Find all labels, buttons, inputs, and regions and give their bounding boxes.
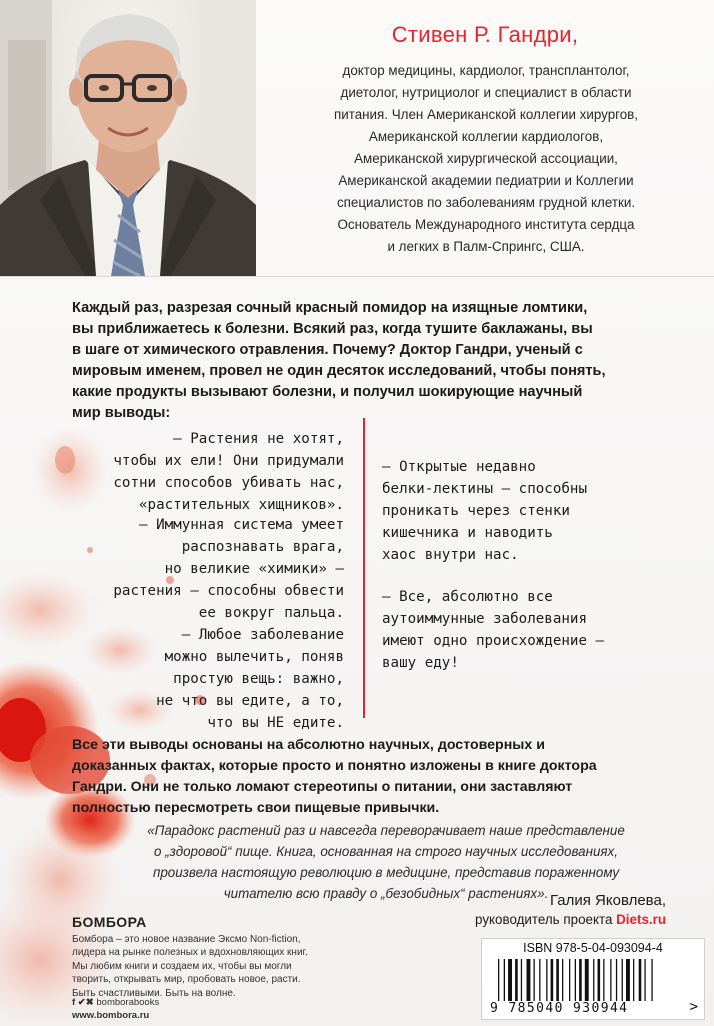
quote-line: сотни способов убивать нас, — [113, 475, 344, 491]
intro-line: Каждый раз, разрезая сочный красный помидор на изящные ломтики, — [72, 300, 588, 316]
quote-line: – Иммунная система умеет — [139, 517, 344, 533]
quote-line: – Все, абсолютно все — [382, 589, 553, 605]
publisher-line: лидера на рынке полезных и вдохновляющих книг. — [72, 947, 308, 959]
conclusion-line: полностью пересмотреть свои пищевые привычки. — [72, 800, 440, 816]
review-line: о „здоровой“ пище. Книга, основанная на строго научных исследованиях, — [154, 844, 618, 859]
quote-line: что вы НЕ едите. — [207, 715, 344, 731]
author-photo — [0, 0, 256, 276]
author-bio-line: диетолог, нутрициолог и специалист в области — [340, 85, 632, 100]
quote-plants — [113, 428, 344, 516]
social-handle[interactable]: bomborabooks — [96, 997, 160, 1008]
barcode-arrow: > — [689, 999, 698, 1015]
quote-line: можно вылечить, поняв — [164, 649, 344, 665]
author-bio-line: Американской академии педиатрии и Коллегии — [338, 173, 634, 188]
reviewer-site-link[interactable]: Diets.ru — [616, 912, 666, 927]
author-name: Стивен Р. Гандри, — [391, 22, 579, 47]
intro-line: какие продукты вызывают болезни, и получил шокирующие научный — [72, 384, 583, 400]
quote-line: аутоиммунные заболевания — [382, 611, 587, 627]
barcode-box — [481, 938, 705, 1020]
intro-line: мировым именем, провел не один десяток исследований, чтобы понять, — [72, 363, 606, 379]
quote-line: – Любое заболевание — [181, 627, 344, 643]
quote-line: растения – способны обвести — [113, 583, 344, 599]
intro-line: в шаге от химического отравления. Почему? Доктор Гандри, ученый с — [72, 342, 583, 358]
author-bio-line: специалистов по заболеваниям грудной клетки. — [336, 195, 636, 210]
author-bio-line: Американской хирургической ассоциации, — [354, 151, 618, 166]
quote-line: белки-лектины – способны — [382, 481, 587, 497]
quote-line: имеют одно происхождение – — [382, 633, 605, 649]
reviewer-role — [475, 912, 666, 927]
quote-line: чтобы их ели! Они придумали — [113, 453, 344, 469]
publisher-line: Мы любим книги и создаем их, чтобы вы могли — [72, 960, 292, 972]
quote-any-disease — [156, 624, 344, 734]
author-portrait-illustration — [0, 0, 256, 276]
barcode-icon — [498, 959, 688, 1001]
quote-line: кишечника и наводить — [382, 525, 553, 541]
quote-line: – Растения не хотят, — [173, 431, 344, 447]
quotes-divider — [363, 418, 365, 718]
barcode-digits: 9 785040 930944 — [490, 1001, 629, 1016]
quote-line: «растительных хищников». — [139, 497, 344, 513]
review-line: произвела настоящую революцию в медицине, представив пораженному — [152, 865, 620, 880]
quote-line: проникать через стенки — [382, 503, 570, 519]
publisher-description — [72, 933, 392, 1000]
social-links — [72, 997, 159, 1008]
conclusion-paragraph — [72, 735, 682, 819]
quote-line: не что вы едите, а то, — [156, 693, 344, 709]
quote-line: простую вещь: важно, — [173, 671, 344, 687]
author-bio-line: Американской коллегии кардиологов, — [368, 129, 604, 144]
publisher-line: Бомбора – это новое название Эксмо Non-fiction, — [72, 934, 301, 945]
top-divider — [0, 276, 714, 277]
quote-line: но великие «химики» – — [164, 561, 344, 577]
quote-autoimmune — [382, 586, 604, 674]
review-line: «Парадокс растений раз и навсегда переворачивает наше представление — [147, 823, 625, 838]
publisher-site-link[interactable]: www.bombora.ru — [72, 1010, 150, 1021]
author-bio-line: питания. Член Американской коллегии хирургов, — [333, 107, 639, 122]
quote-line: – Открытые недавно — [382, 459, 536, 475]
publisher-line: Быть счастливыми. Быть на волне. — [72, 987, 236, 999]
quote-lectins — [382, 456, 587, 566]
author-bio-line: доктор медицины, кардиолог, трансплантолог, — [342, 63, 630, 78]
author-bio — [290, 60, 682, 258]
reviewer-role-text: руководитель проекта — [475, 912, 617, 927]
isbn-label: ISBN 978-5-04-093094-4 — [523, 941, 663, 955]
publisher-line: творить, открывать мир, пробовать новое, расти. — [72, 974, 301, 986]
reviewer-name: Галия Яковлева, — [550, 892, 666, 909]
author-bio-line: Основатель Международного института сердца — [337, 217, 635, 232]
quote-immune-system — [113, 514, 344, 624]
conclusion-line: Гандри. Они не только ломают стереотипы о питании, они заставляют — [72, 779, 573, 795]
quote-line: хаос внутри нас. — [382, 547, 519, 563]
author-bio-line: и легких в Палм-Спрингс, США. — [387, 239, 585, 254]
intro-line: вы приближаетесь к болезни. Всякий раз, когда тушите баклажаны, вы — [72, 321, 593, 337]
social-icons: f ✔✖ — [72, 997, 94, 1008]
quote-line: распознавать врага, — [181, 539, 344, 555]
quote-line: вашу еду! — [382, 655, 459, 671]
intro-line: мир выводы: — [72, 405, 171, 421]
conclusion-line: доказанных фактах, которые просто и понятно изложены в книге доктора — [72, 758, 597, 774]
conclusion-line: Все эти выводы основаны на абсолютно научных, достоверных и — [72, 737, 545, 753]
review-line: читателю всю правду о „безобидных“ растениях». — [223, 886, 549, 901]
publisher-logo: БОМБОРА — [72, 914, 147, 930]
quote-line: ее вокруг пальца. — [198, 605, 344, 621]
